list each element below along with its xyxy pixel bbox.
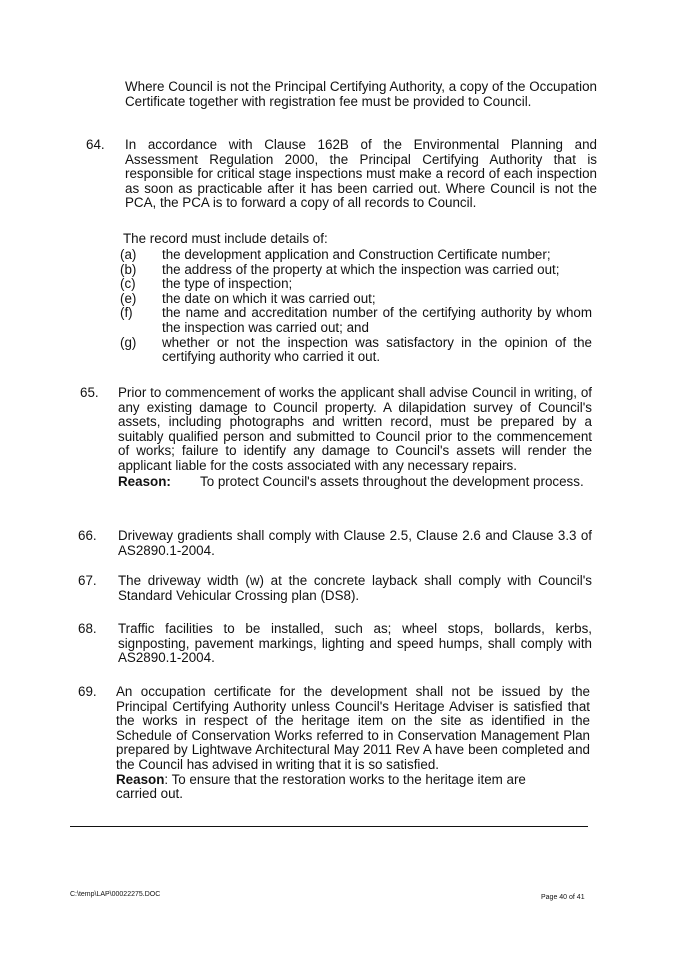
list-item-text: the address of the property at which the inspection was carried out; (162, 261, 560, 277)
list-item (120, 292, 592, 307)
list-item (120, 306, 592, 335)
reason-row (118, 475, 592, 490)
condition-number-65: 65. (80, 385, 99, 400)
condition-text-67: The driveway width (w) at the concrete layback shall comply with Council's Standard Vehicular Crossing plan (DS8). (118, 573, 592, 603)
list-item-label: (g) (120, 334, 137, 350)
list-item-label: (e) (120, 290, 137, 306)
condition-text: Prior to commencement of works the applicant shall advise Council in writing, of any existing damage to Council property. A dilapidation survey of Council's assets, including photographs and written record, must be prepared by a suitably qualified person and submitted to Council prior to the commencement of works; failure to identify any damage to Council's assets will render the applicant liable for the costs associated with any necessary repairs. (118, 385, 592, 473)
footer-file-path: C:\temp\LAP\00022275.DOC (70, 891, 161, 898)
list-item-text: the development application and Construction Certificate number; (162, 247, 551, 262)
condition-text-66: Driveway gradients shall comply with Clause 2.5, Clause 2.6 and Clause 3.3 of AS2890.1-2004. (118, 528, 592, 558)
list-item-label: (c) (120, 276, 136, 292)
list-item (120, 248, 592, 263)
intro-paragraph: Where Council is not the Principal Certifying Authority, a copy of the Occupation Certificate together with registration fee must be provided to Council. (125, 79, 597, 109)
list-item (120, 263, 592, 278)
condition-text-65 (118, 386, 592, 489)
condition-text-68: Traffic facilities to be installed, such as; wheel stops, bollards, kerbs, signposting, pavement markings, lighting and speed humps, shall comply with AS2890.1-2004. (118, 621, 592, 666)
footer-divider (70, 826, 588, 827)
record-list-intro: The record must include details of: (123, 231, 328, 246)
condition-text: An occupation certificate for the development shall not be issued by the Principal Certifying Authority unless Council's Heritage Adviser is satisfied that the works in respect of the heritage item on the site as identified in the Schedule of Conservation Works referred to in Conservation Management Plan prepared by Lightwave Architectural May 2011 Rev A have been completed and the Council has advised in writing that it is so satisfied. (116, 684, 590, 772)
reason-line (116, 773, 536, 802)
reason-label: Reason (116, 771, 165, 787)
list-item (120, 336, 592, 365)
condition-number-68: 68. (78, 621, 97, 636)
reason-label: Reason: (118, 473, 171, 489)
list-item-text: whether or not the inspection was satisfactory in the opinion of the certifying authority who carried it out. (162, 334, 592, 365)
reason-text: : To ensure that the restoration works to the heritage item are carried out. (116, 771, 526, 802)
condition-number-69: 69. (78, 684, 97, 699)
list-item-text: the date on which it was carried out; (162, 290, 376, 306)
list-item (120, 277, 592, 292)
condition-text-69 (116, 685, 590, 802)
list-item-text: the name and accreditation number of the certifying authority by whom the inspection was carried out; and (162, 305, 592, 335)
footer-page-number: Page 40 of 41 (541, 894, 585, 901)
list-item-label: (f) (120, 305, 133, 321)
list-item-text: the type of inspection; (162, 276, 293, 292)
condition-number-67: 67. (78, 573, 97, 588)
list-item-label: (a) (120, 247, 137, 262)
list-item-label: (b) (120, 261, 137, 277)
reason-text: To protect Council's assets throughout the development process. (200, 473, 584, 489)
record-list (120, 248, 592, 365)
condition-number-64: 64. (86, 137, 105, 152)
condition-text-64: In accordance with Clause 162B of the Environmental Planning and Assessment Regulation 2000, the Principal Certifying Authority that is responsible for critical stage inspections must make a record of each inspection as soon as practicable after it has been carried out. Where Council is not the PCA, the PCA is to forward a copy of all records to Council. (125, 137, 597, 211)
condition-number-66: 66. (78, 528, 97, 543)
